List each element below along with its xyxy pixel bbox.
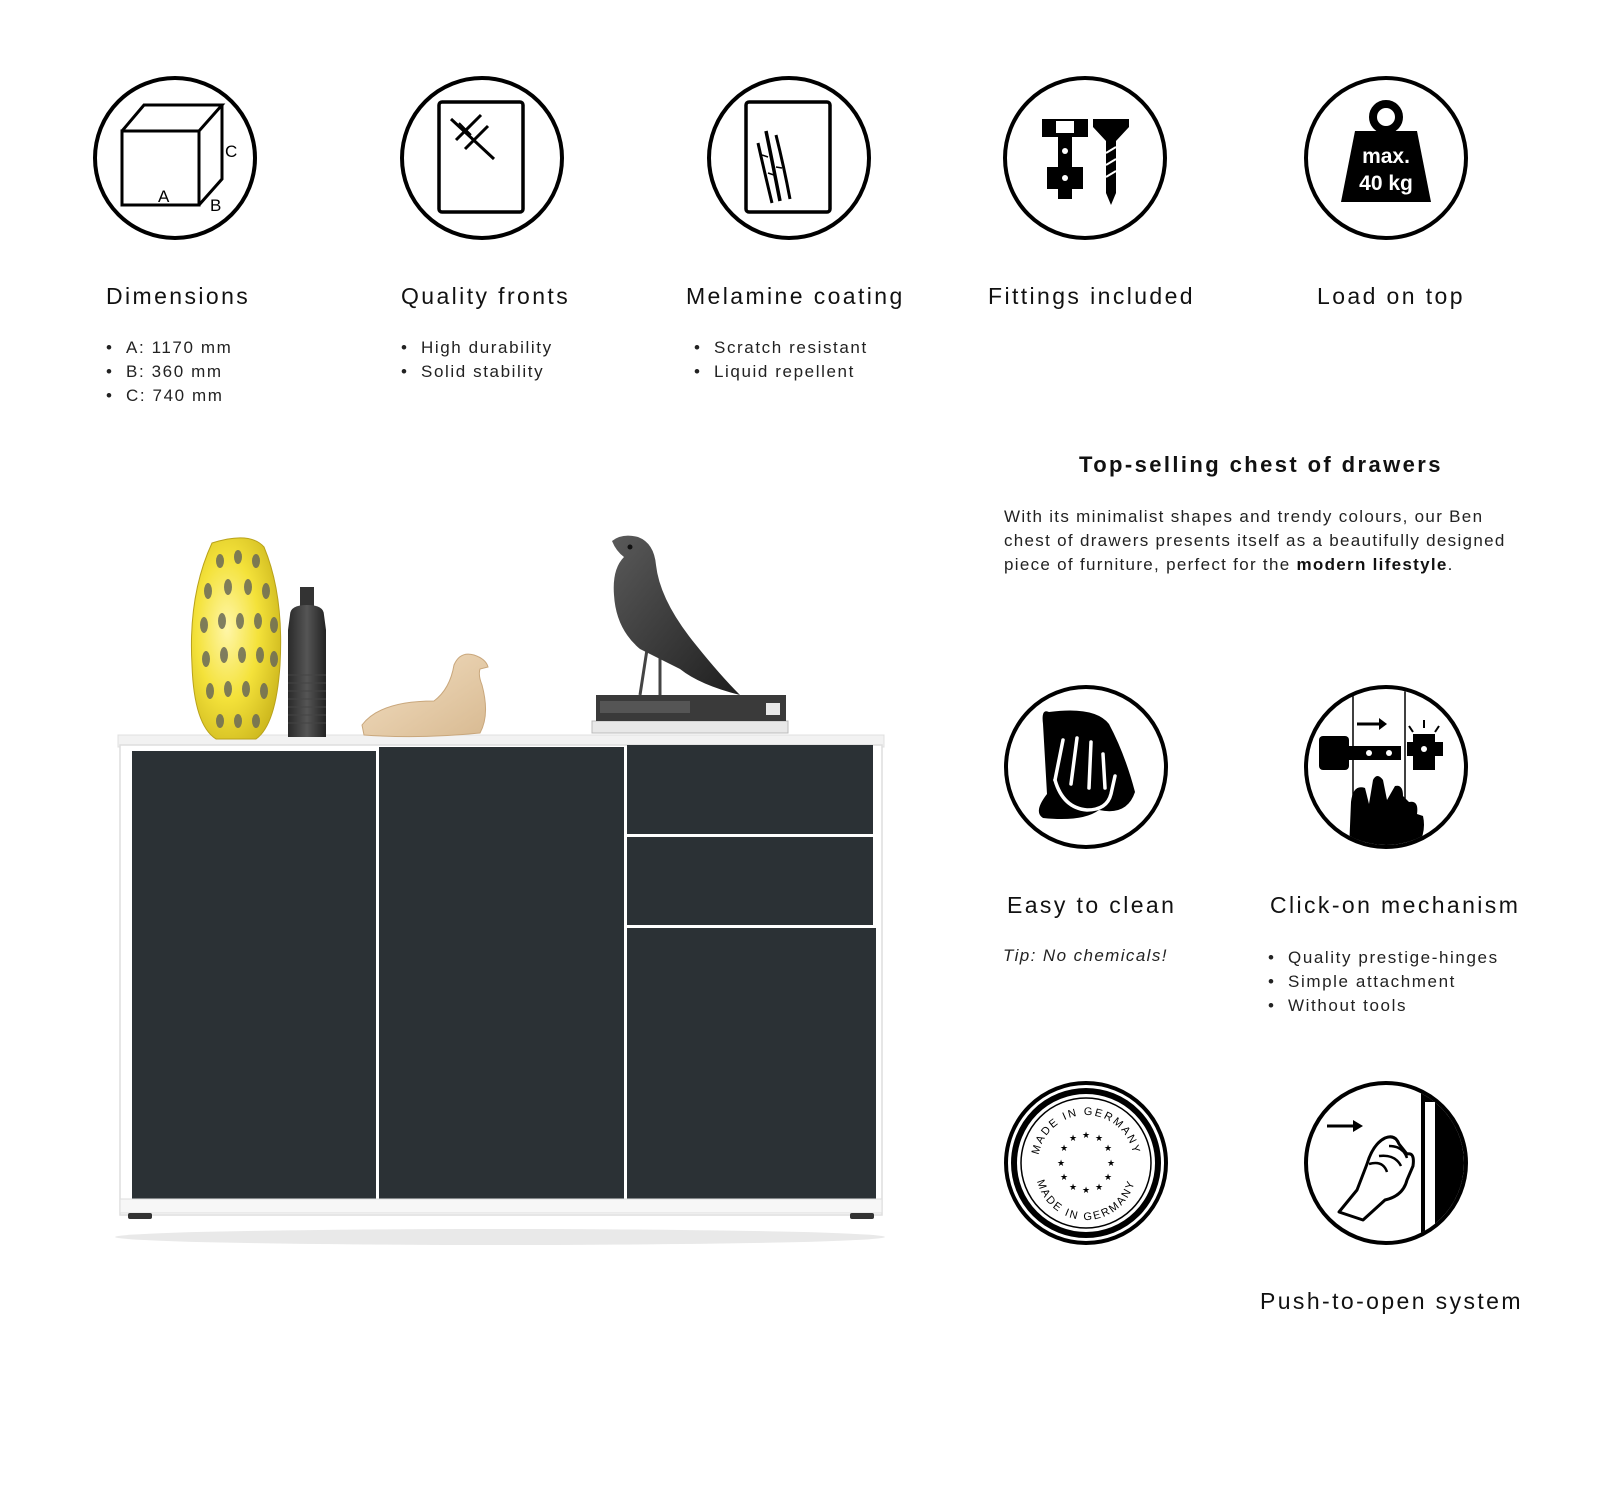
feature-title: Fittings included — [988, 283, 1195, 309]
svg-text:★: ★ — [1106, 1159, 1116, 1169]
bullet-item: • B: 360 mm — [106, 360, 232, 384]
svg-text:★: ★ — [1059, 1173, 1069, 1183]
svg-text:★: ★ — [1103, 1144, 1113, 1154]
svg-text:★: ★ — [1059, 1144, 1069, 1154]
bullet-item: • A: 1170 mm — [106, 336, 232, 360]
cabinet-door-middle — [379, 747, 624, 1199]
svg-text:★: ★ — [1103, 1173, 1113, 1183]
weight-label-line1: max. — [1362, 145, 1410, 168]
svg-text:★: ★ — [1081, 1186, 1091, 1196]
floor-shadow — [115, 1229, 885, 1245]
feature-bullets — [694, 336, 868, 384]
click-hinge-icon — [1303, 684, 1469, 850]
weight-label-line2: 40 kg — [1359, 172, 1413, 195]
bullet-item: • Scratch resistant — [694, 336, 868, 360]
push-to-open-icon — [1303, 1080, 1469, 1246]
scratched-panel-icon — [399, 75, 565, 241]
svg-text:★: ★ — [1081, 1131, 1091, 1141]
cube-dimensions-icon — [92, 75, 258, 241]
feature-title: Quality fronts — [401, 283, 571, 309]
made-in-germany-seal-icon — [1003, 1080, 1169, 1246]
cube-label-c: C — [225, 142, 238, 161]
book-stack — [592, 695, 788, 733]
description-emphasis: modern lifestyle — [1296, 555, 1448, 574]
description-headline: Top-selling chest of drawers — [1079, 452, 1443, 477]
svg-text:★: ★ — [1056, 1159, 1066, 1169]
svg-text:★: ★ — [1068, 1134, 1078, 1144]
feature-bullets — [106, 336, 232, 408]
svg-text:★: ★ — [1068, 1183, 1078, 1193]
svg-text:★: ★ — [1094, 1183, 1104, 1193]
feature-title: Click-on mechanism — [1270, 892, 1521, 918]
bullet-item: • Solid stability — [401, 360, 553, 384]
yellow-vase — [191, 538, 280, 739]
feature-title: Load on top — [1317, 283, 1465, 309]
svg-text:★: ★ — [1094, 1134, 1104, 1144]
weight-icon — [1303, 75, 1469, 241]
feature-bullets — [401, 336, 553, 384]
cabinet-door-right — [627, 928, 876, 1199]
product-image — [100, 525, 900, 1255]
feature-title: Dimensions — [106, 283, 251, 309]
cube-label-a: A — [158, 187, 170, 206]
cabinet-door-left — [132, 751, 376, 1199]
hinge-screw-icon — [1002, 75, 1168, 241]
seal-text-top: MADE IN GERMANY — [1029, 1105, 1143, 1156]
claw-scratch-panel-icon — [706, 75, 872, 241]
dark-cylinder-vase — [288, 587, 326, 737]
bullet-item: • High durability — [401, 336, 553, 360]
feature-tip: Tip: No chemicals! — [1003, 946, 1168, 965]
bullet-item: • Quality prestige-hinges — [1268, 946, 1499, 970]
description-text: With its minimalist shapes and trendy colours, our Ben chest of drawers presents itself as a beautifully designed piece of furniture, perfect for the modern lifestyle. — [1004, 507, 1506, 574]
bullet-item: • Simple attachment — [1268, 970, 1499, 994]
feature-title: Easy to clean — [1007, 892, 1177, 918]
seal-text-bottom: MADE IN GERMANY — [1034, 1178, 1138, 1224]
drawer-top — [627, 745, 873, 834]
bullet-item: • C: 740 mm — [106, 384, 232, 408]
feature-title: Melamine coating — [686, 283, 905, 309]
feature-title: Push-to-open system — [1260, 1288, 1523, 1314]
bullet-item: • Liquid repellent — [694, 360, 868, 384]
bullet-item: • Without tools — [1268, 994, 1499, 1018]
feature-bullets — [1268, 946, 1499, 1018]
sideboard — [118, 735, 884, 1219]
cube-label-b: B — [210, 196, 222, 215]
black-bird-figure — [612, 536, 740, 695]
wooden-bird — [362, 654, 488, 736]
drawer-second — [627, 837, 873, 925]
hand-wiping-icon — [1003, 684, 1169, 850]
